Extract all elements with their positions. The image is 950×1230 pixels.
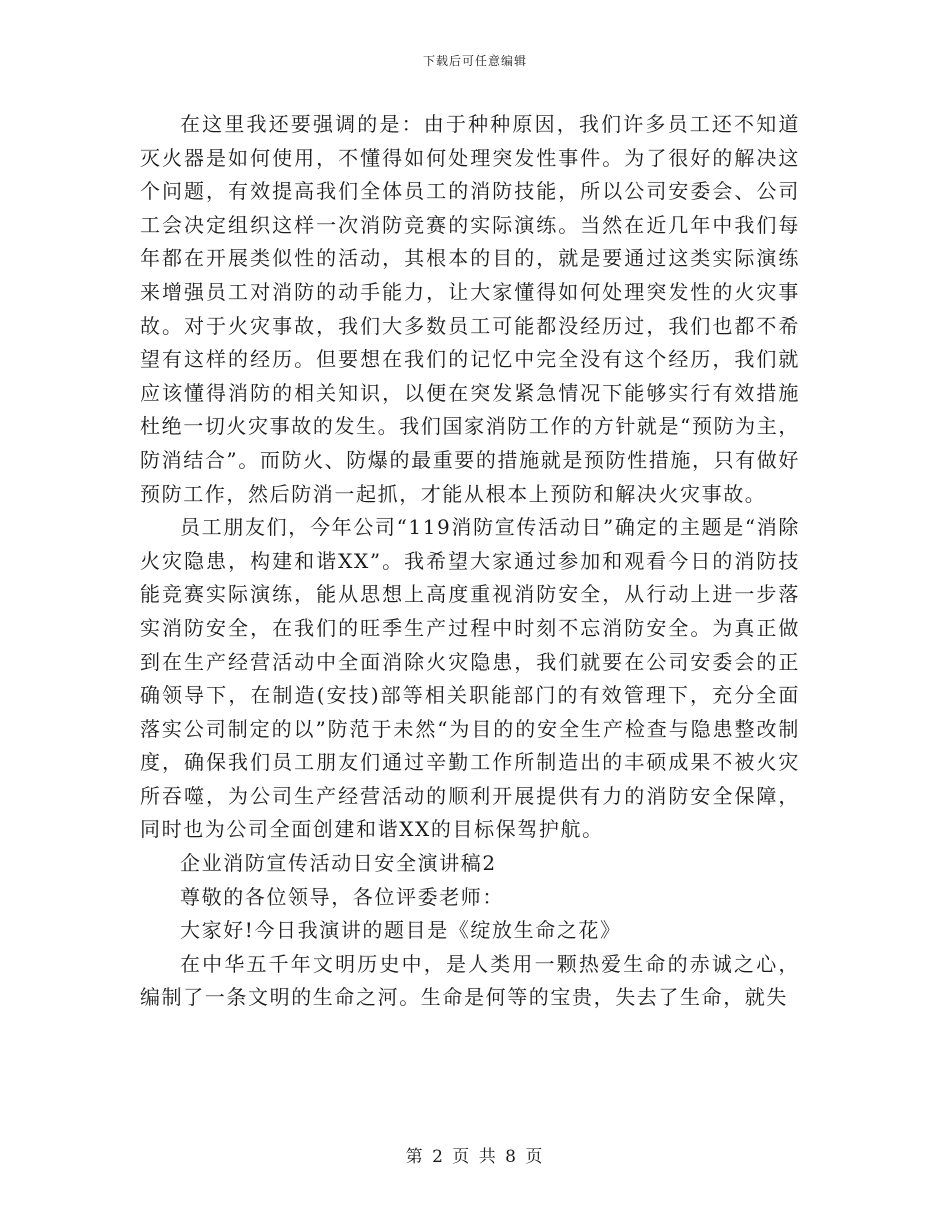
paragraph-life-river: 在中华五千年文明历史中，是人类用一颗热爱生命的赤诚之心，编制了一条文明的生命之河。生命是何等的宝贵，失去了生命，就失 — [140, 951, 800, 1010]
speech-salutation: 尊敬的各位领导，各位评委老师： — [180, 884, 504, 909]
speech-greeting: 大家好!今日我演讲的题目是《绽放生命之花》 — [180, 918, 622, 943]
page-header: 下载后可任意编辑 — [422, 54, 527, 68]
document-body — [140, 108, 800, 1015]
speech-title: 企业消防宣传活动日安全演讲稿2 — [180, 851, 497, 876]
paragraph-fire-safety-intro: 在这里我还要强调的是：由于种种原因，我们许多员工还不知道灭火器是如何使用，不懂得如何处理突发性事件。为了很好的解决这个问题，有效提高我们全体员工的消防技能，所以公司安委会、公司工会决定组织这样一次消防竞赛的实际演练。当然在近几年中我们每年都在开展类似性的活动，其根本的目的，就是要通过这类实际演练来增强员工对消防的动手能力，让大家懂得如何处理突发性的火灾事故。对于火灾事故，我们大多数员工可能都没经历过，我们也都不希望有这样的经历。但要想在我们的记忆中完全没有这个经历，我们就应该懂得消防的相关知识，以便在突发紧急情况下能够实行有效措施杜绝一切火灾事故的发生。我们国家消防工作的方针就是“预防为主，防消结合”。而防火、防爆的最重要的措施就是预防性措施，只有做好预防工作，然后防消一起抓，才能从根本上预防和解决火灾事故。 — [140, 112, 800, 506]
page-number: 第 2 页 共 8 页 — [405, 1147, 545, 1167]
paragraph-119-theme: 员工朋友们，今年公司“119消防宣传活动日”确定的主题是“消除火灾隐患，构建和谐XX”。我希望大家通过参加和观看今日的消防技能竞赛实际演练，能从思想上高度重视消防安全，从行动上进一步落实消防安全，在我们的旺季生产过程中时刻不忘消防安全。为真正做到在生产经营活动中全面消除火灾隐患，我们就要在公司安委会的正确领导下，在制造(安技)部等相关职能部门的有效管理下，充分全面落实公司制定的以”防范于未然“为目的的安全生产检查与隐患整改制度，确保我们员工朋友们通过辛勤工作所制造出的丰硕成果不被火灾所吞噬，为公司生产经营活动的顺利开展提供有力的消防安全保障，同时也为公司全面创建和谐XX的目标保驾护航。 — [140, 515, 800, 842]
